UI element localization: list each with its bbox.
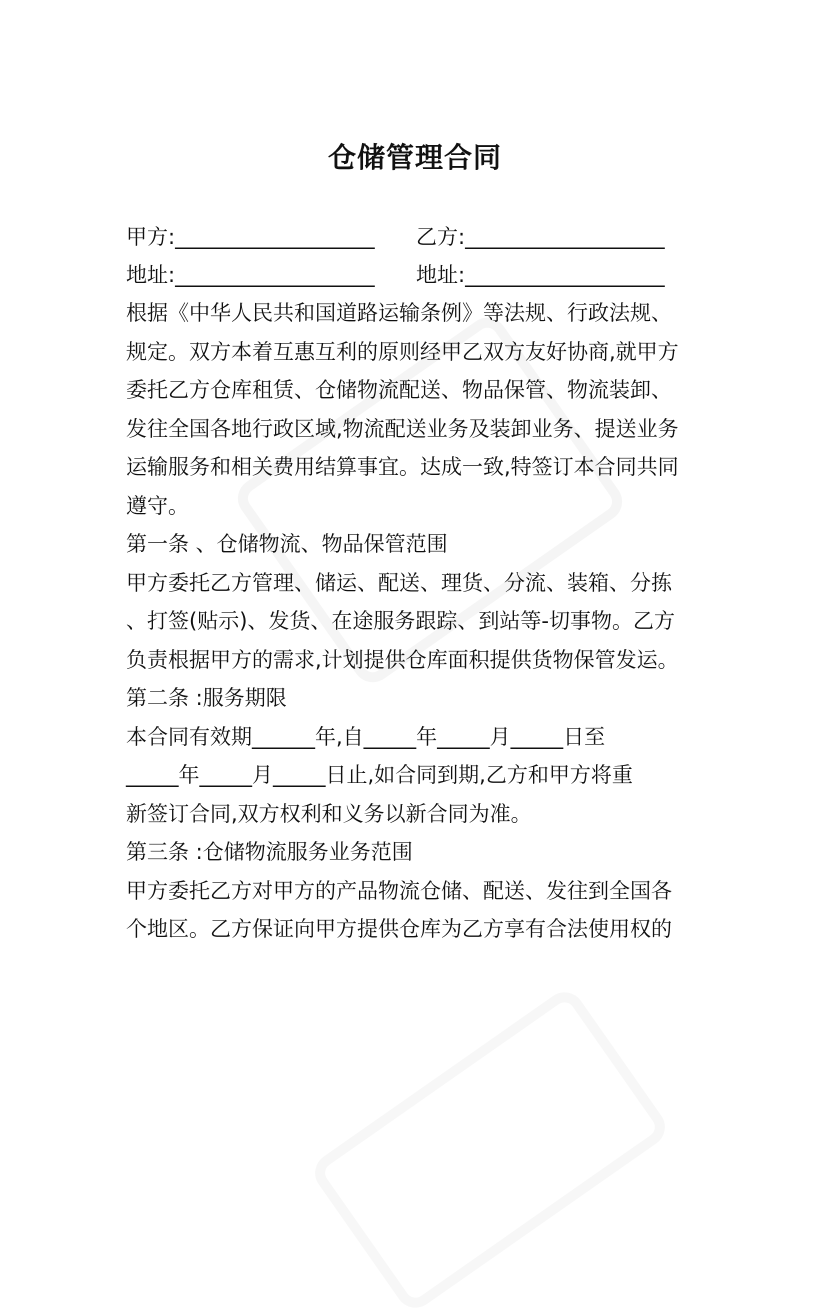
address-b-field: 地址:___________________ bbox=[416, 263, 665, 287]
address-row bbox=[126, 257, 716, 294]
section-heading-1: 第一条 、仓储物流、物品保管范围 bbox=[126, 532, 448, 556]
document-body bbox=[126, 219, 716, 950]
address-a-field: 地址:___________________ bbox=[126, 263, 375, 287]
paragraph-line: 甲方委托乙方管理、储运、配送、理货、分流、装箱、分拣 bbox=[126, 570, 672, 595]
paragraph-line: 根据《中华人民共和国道路运输条例》等法规、行政法规、 bbox=[126, 301, 672, 325]
paragraph-line: 运输服务和相关费用结算事宜。达成一致,特签订本合同共同 bbox=[126, 455, 679, 479]
paragraph-line: 、打签(贴示)、发货、在途服务跟踪、到站等-切事物。乙方 bbox=[126, 609, 675, 633]
party-row bbox=[126, 219, 716, 256]
document-title: 仓储管理合同 bbox=[327, 141, 502, 174]
paragraph-line: 新签订合同,双方权利和义务以新合同为准。 bbox=[126, 801, 532, 826]
party-a-field: 甲方:___________________ bbox=[126, 225, 375, 249]
paragraph-line: 个地区。乙方保证向甲方提供仓库为乙方享有合法使用权的 bbox=[126, 917, 672, 941]
paragraph-line: _____年_____月_____日止,如合同到期,乙方和甲方将重 bbox=[126, 763, 633, 787]
paragraph-line: 遵守。 bbox=[126, 493, 189, 518]
paragraph-line: 本合同有效期______年,自_____年_____月_____日至 bbox=[126, 724, 606, 749]
paragraph-line: 委托乙方仓库租赁、仓储物流配送、物品保管、物流装卸、 bbox=[126, 378, 672, 402]
section-heading-3: 第三条 :仓储物流服务业务范围 bbox=[126, 840, 413, 864]
paragraph-line: 负责根据甲方的需求,计划提供仓库面积提供货物保管发运。 bbox=[126, 647, 679, 672]
paragraph-line: 规定。双方本着互惠互利的原则经甲乙双方友好协商,就甲方 bbox=[126, 339, 679, 364]
paragraph-line: 甲方委托乙方对甲方的产品物流仓储、配送、发往到全国各 bbox=[126, 878, 672, 903]
party-b-field: 乙方:___________________ bbox=[416, 225, 665, 249]
section-heading-2: 第二条 :服务期限 bbox=[126, 686, 287, 710]
watermark-stamp-bottom bbox=[307, 985, 672, 1316]
paragraph-line: 发往全国各地行政区域,物流配送业务及装卸业务、提送业务 bbox=[126, 416, 679, 441]
